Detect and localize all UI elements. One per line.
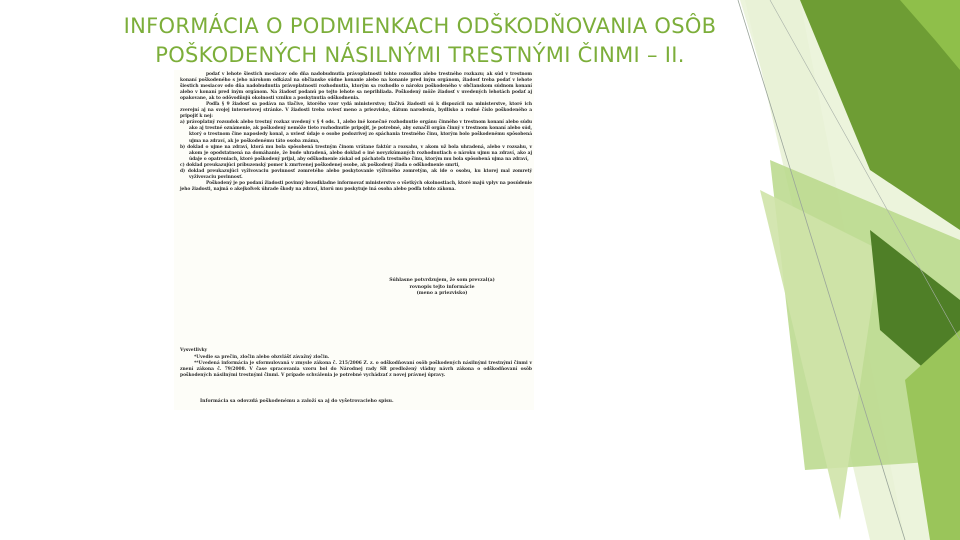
document-body bbox=[180, 72, 532, 193]
final-note: Informácia sa odovzdá poškodenému a založí sa aj do vyšetrovacieho spisu. bbox=[200, 399, 394, 404]
deco-dark-top bbox=[800, 0, 960, 230]
doc-paragraph: Poškodený je po podaní žiadosti povinný bezodkladne informovať ministerstvo o všetkých okolnostiach, ktoré majú vplyv na posúdenie jeho žiadosti, najmä o akejkoľvek úhrade škody na zdraví, ktorú mu poskytuje iná osoba alebo podľa tohto zákona. bbox=[180, 180, 532, 192]
slide-title bbox=[40, 12, 800, 70]
declaration-line: (meno a priezvisko) bbox=[416, 291, 468, 296]
notes-heading: Vysvetlivky bbox=[180, 348, 208, 353]
declaration-line: rovnopis tejto informácie bbox=[409, 284, 475, 290]
deco-pale-wedge bbox=[745, 0, 905, 540]
slide-title-line-1: INFORMÁCIA O PODMIENKACH ODŠKODŇOVANIA OSÔB bbox=[123, 14, 717, 38]
deco-light-triangle bbox=[760, 190, 880, 520]
deco-bottom-green bbox=[905, 330, 960, 540]
doc-paragraph: podať v lehote šiestich mesiacov odo dňa nadobudnutia právoplatnosti tohto rozsudku alebo trestného rozkazu; ak súd v trestnom konaní poškodeného s jeho nárokom odkázal na občianske súdne konanie alebo na konanie pred iným orgánom, žiadosť treba podať v lehote šiestich mesiacov odo dňa nadobudnutia právoplatnosti rozhodnutia, ktorým sa rozhodlo o nároku poškodeného v občianskom súdnom konaní alebo v konaní pred iným orgánom. Na žiadosť podanú po tejto lehote sa neprihliada. Poškodený môže žiadosť v uvedených lehotách podať aj opakovane, ak to odôvodňujú okolnosti vzniku a poskytnutia odškodnenia. bbox=[180, 72, 532, 102]
scanned-document bbox=[174, 70, 534, 410]
deco-mid-triangle bbox=[770, 160, 960, 470]
declaration-block bbox=[362, 278, 522, 298]
doc-paragraph: Podľa § 9 žiadosť sa podáva na tlačive, ktorého vzor vydá ministerstvo; tlačivá žiadosti sú k dispozícii na ministerstve, ktoré ich zverejní aj na svojej internetovej stránke. V žiadosti treba uviesť meno a priezvisko, dátum narodenia, bydlisko a rodné číslo poškodeného a pripojiť k nej: bbox=[180, 102, 532, 120]
deco-light-band bbox=[740, 0, 960, 540]
deco-line-1 bbox=[738, 0, 905, 540]
doc-list-item: b) doklad o ujme na zdraví, ktorá mu bola spôsobená trestným činom vrátane faktúr a rozsahu, v akom už bola uhradená, alebo v rozsahu, v akom je opodstatnená na domáhanie, že bude uhradená, alebo doklad o iné novyzkúmaných rozhodnutiach o nároku ujmu na zdraví, ako aj údaje o opatreniach, ktoré poškodený prijal, aby odškodnenie získal od páchateľa trestného činu, ktorým mu bola spôsobená ujma na zdraví, bbox=[180, 144, 532, 162]
doc-list-item: c) doklad preukazujúci príbuzenský pomer k zmrtvenej poškodenej osobe, ak poškodený žiada o odškodnenie smrti, bbox=[180, 162, 460, 168]
declaration-line: Súhlasne potvrdzujem, že som prevzal(a) bbox=[389, 278, 495, 283]
deco-bright-strip bbox=[900, 0, 960, 70]
slide-title-line-2: POŠKODENÝCH NÁSILNÝMI TRESTNÝMI ČINMI – II. bbox=[155, 43, 685, 67]
doc-list-item: a) právoplatný rozsudok alebo trestný rozkaz uvedený v § 4 ods. 1, alebo iné konečné rozhodnutie orgánu činného v trestnom konaní alebo súdu ako aj trestné oznámenie, ak poškodený nemôže tieto rozhodnutie pripojiť, je potrebné, aby označil orgán činný v trestnom konaní alebo súd, ktorý o trestnom čine naposledy konal, a uviesť údaje o osobe podozrivej zo spáchania trestného činu, ktorým bolo poškodenému spôsobená ujma na zdraví, ak je poškodenému táto osoba známa, bbox=[180, 120, 532, 144]
doc-list-item: d) doklad preukazujúci vyživovaciu povinnosť zomretého alebo poskytovanie výživného zomretým, ak ide o osobu, ku ktorej mal zomretý vyživovaciu povinnosť. bbox=[180, 168, 532, 180]
note-item: **Uvedená informácia je sformulovaná v zmysle zákona č. 215/2006 Z. z. o odškodňovaní osôb poškodených násilnými trestnými činmi v znení zákona č. 79/2008. V čase spracovania vzoru bol do Národnej rady SR predložený vládny návrh zákona o odškodňovaní osôb poškodených násilnými trestnými činmi. V prípade schválenia je potrebné vychádzať z novej právnej úpravy. bbox=[180, 360, 532, 378]
deco-dark-lower bbox=[870, 230, 960, 400]
notes-block bbox=[180, 348, 532, 379]
note-item: *Uvedie sa prečin, zločin alebo obzvlášť závažný zločin. bbox=[194, 354, 330, 360]
